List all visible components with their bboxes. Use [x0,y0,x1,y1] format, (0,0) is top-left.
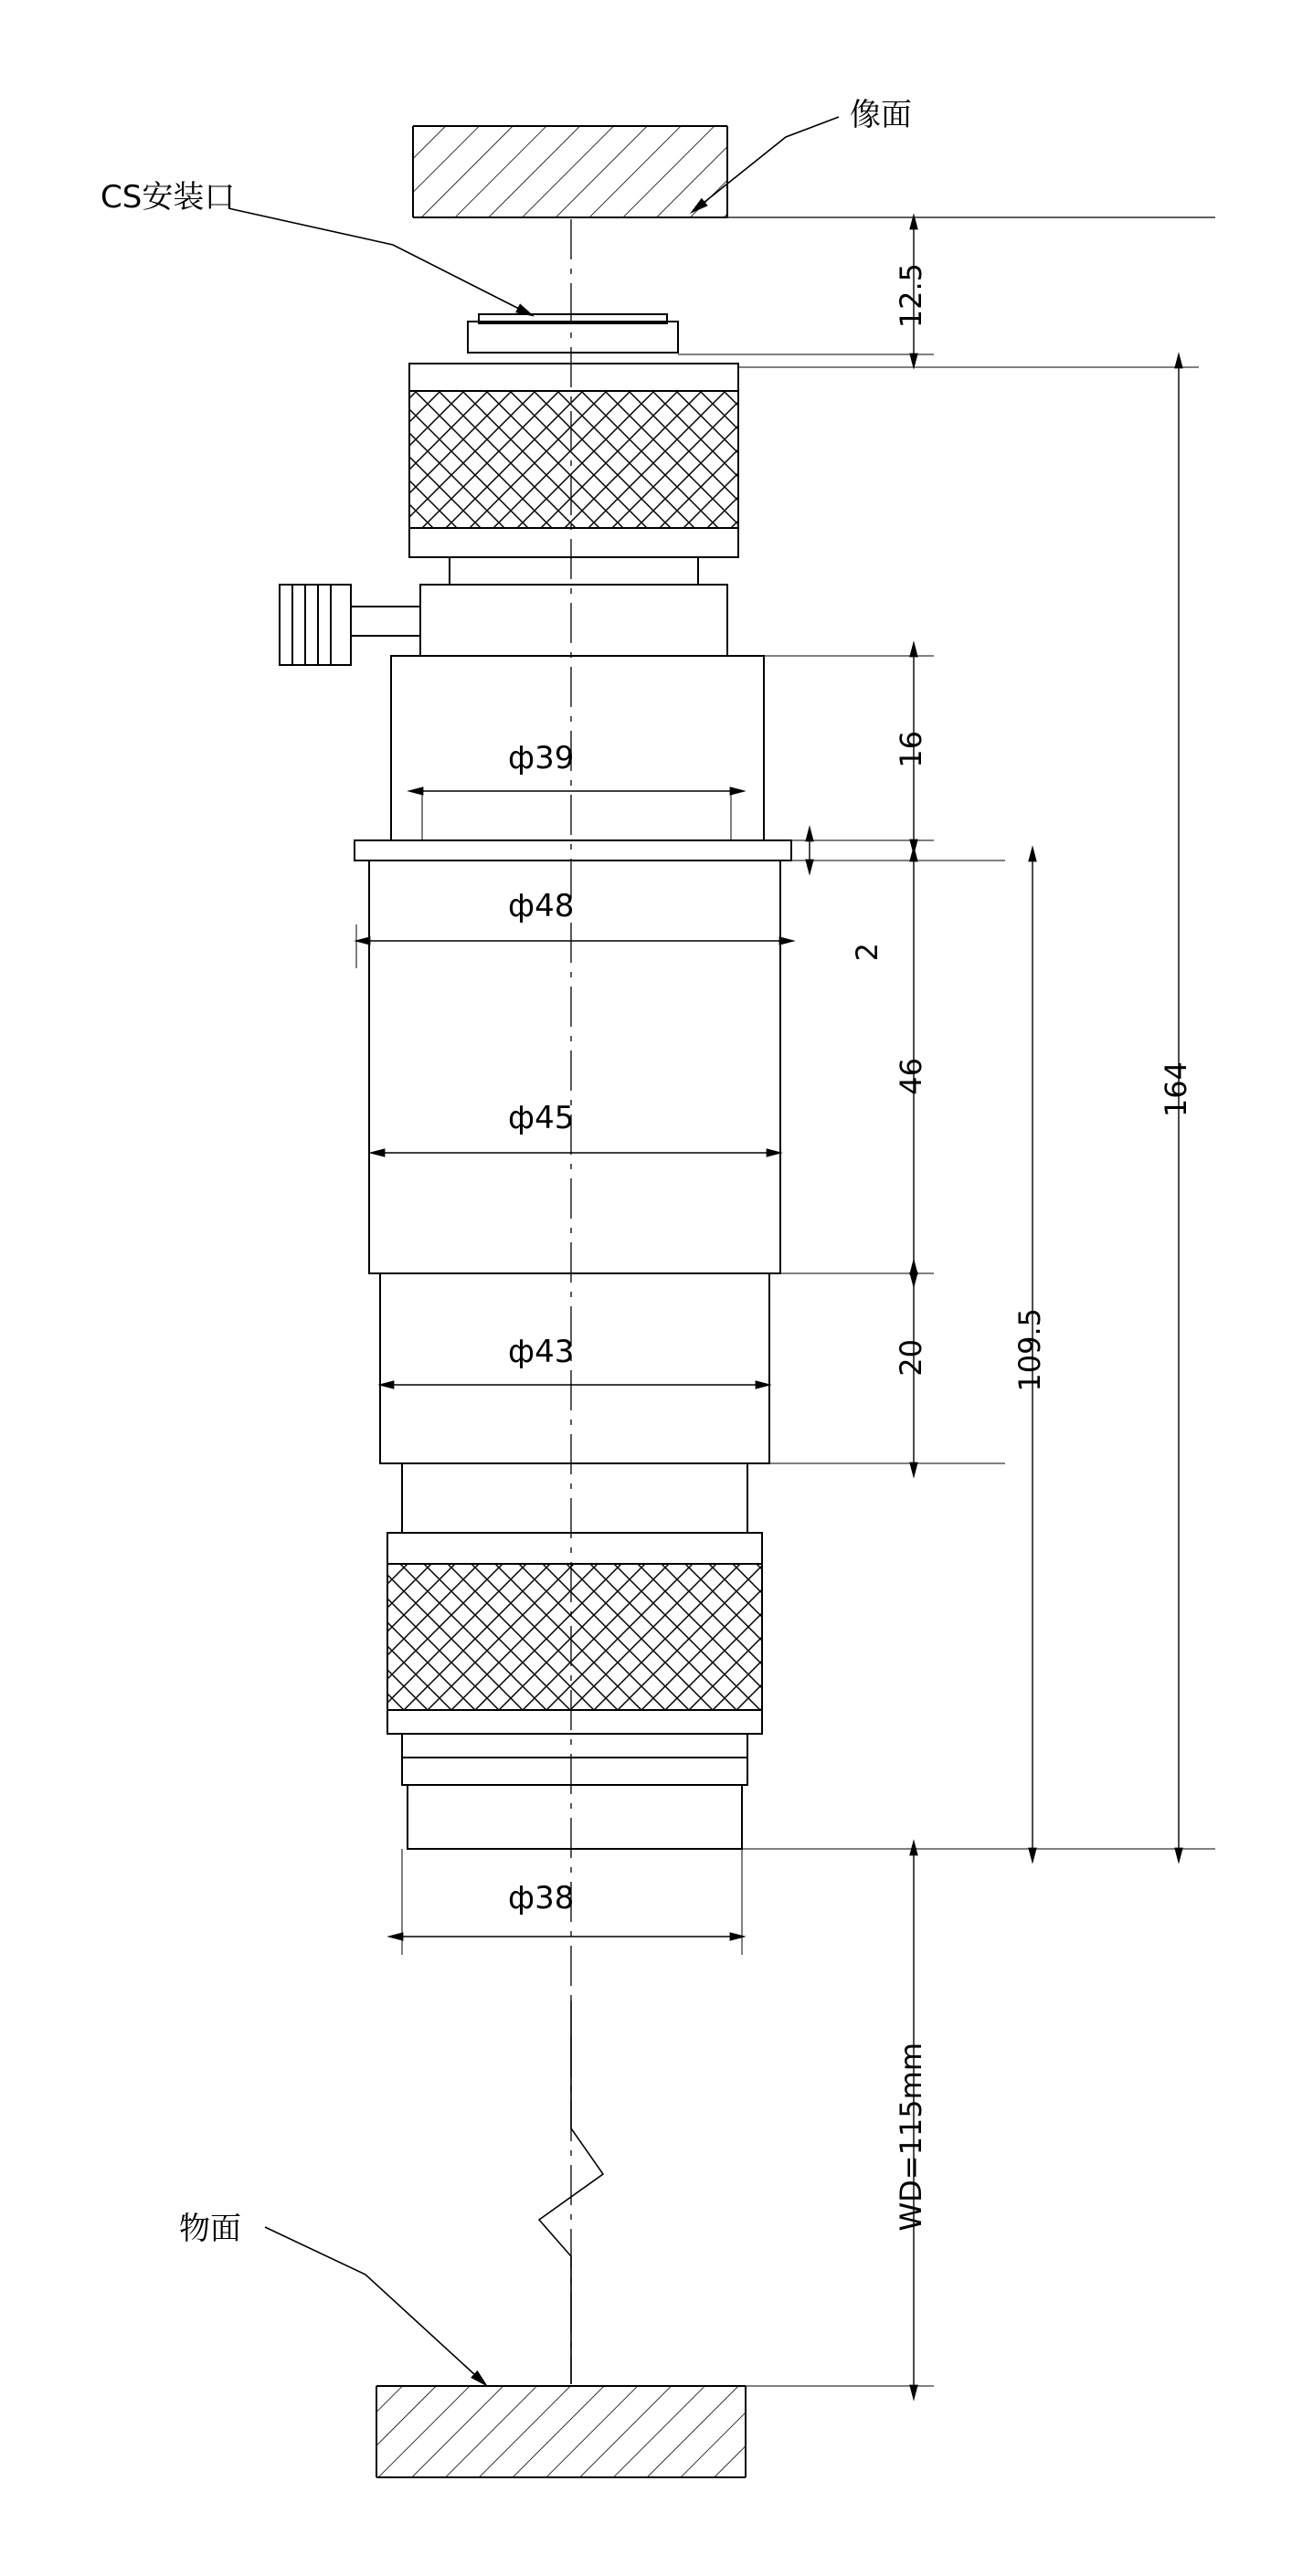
dimension-dia-39: ф39 [508,740,575,776]
flange-2mm [355,840,791,860]
barrel-phi38 [402,1734,747,1849]
dimension-dia-48: ф48 [508,888,575,924]
dimension-len-12-5: 12.5 [894,263,928,329]
barrel-phi43 [380,1273,769,1463]
lower-taper [387,1463,762,1564]
lower-knurled-ring [387,1564,762,1734]
dimension-len-20: 20 [894,1339,928,1377]
annotation-cs-mount: CS安装口 [101,179,236,216]
upper-knurled-ring [409,364,738,557]
image-plane-block [413,126,727,217]
dimension-dia-38: ф38 [508,1880,575,1916]
dimension-dia-45: ф45 [508,1100,575,1136]
dimension-len-16: 16 [894,731,928,768]
dimension-dia-43: ф43 [508,1334,575,1370]
annotation-image-plane: 像面 [850,97,912,133]
dimension-len-46: 46 [894,1058,928,1095]
dimension-len-109-5: 109.5 [1012,1308,1047,1392]
dimension-len-164: 164 [1159,1061,1193,1118]
dimension-working-distance: WD=115mm [894,2043,928,2232]
length-dimension-lines [678,228,1215,2386]
cs-mount-flange [468,314,678,353]
annotation-object-plane: 物面 [179,2211,241,2247]
dimension-len-2: 2 [850,943,884,962]
body-phi39 [391,656,764,840]
barrel-phi45 [369,860,780,1273]
object-plane-block [376,2386,746,2477]
thumb-screw [280,585,420,665]
diameter-dimension-lines [356,791,780,1955]
upper-neck [420,557,727,656]
